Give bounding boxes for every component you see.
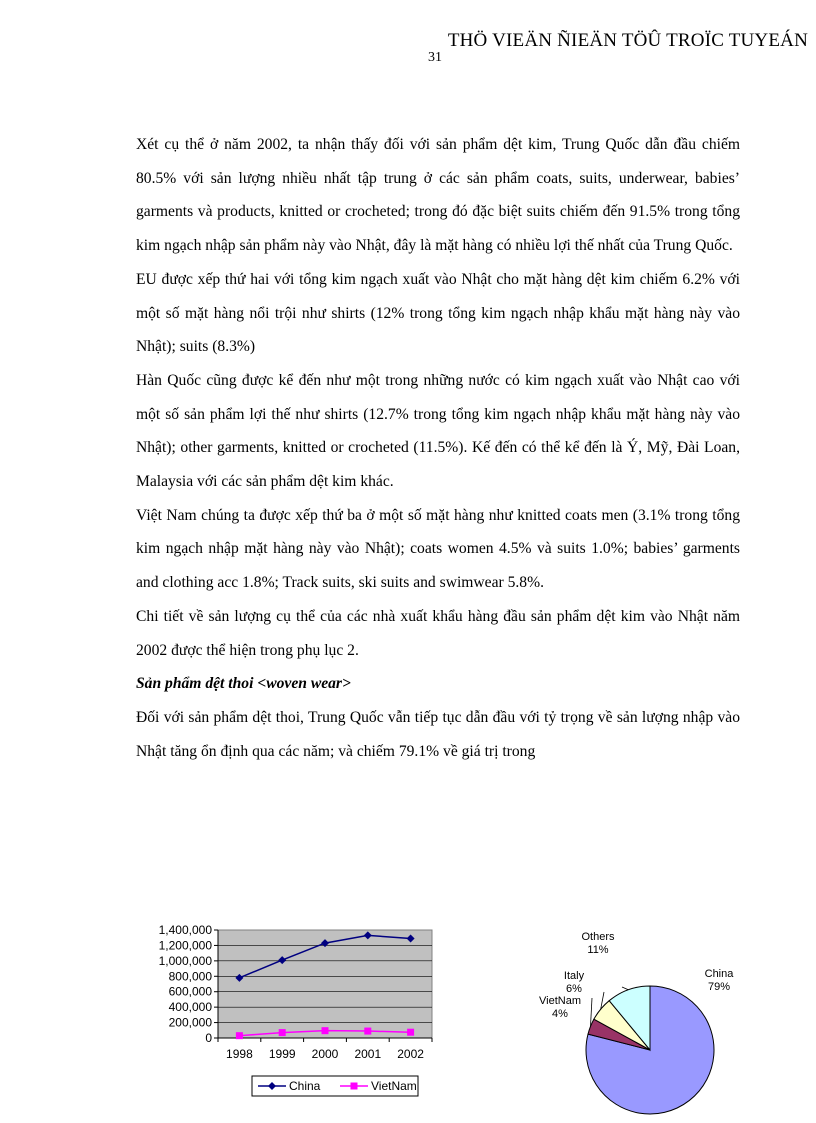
x-tick-label: 2000 (311, 1047, 339, 1061)
pie-pct-vietnam: 4% (552, 1008, 568, 1020)
y-tick-label: 400,000 (168, 1000, 212, 1015)
pie-label-others: Others (581, 931, 615, 943)
pie-leader-vietnam (590, 998, 592, 1026)
y-tick-label: 600,000 (168, 984, 212, 999)
y-tick-label: 1,400,000 (158, 923, 212, 937)
y-tick-label: 1,000,000 (158, 953, 212, 968)
pie-leader-others (622, 987, 628, 990)
running-header: THÖ VIEÄN ÑIEÄN TÖÛ TROÏC TUYEÁN (447, 30, 808, 51)
paragraph-appendix-reference: Chi tiết về sản lượng cụ thể của các nhà xuất khẩu hàng đầu sản phẩm dệt kim vào Nhật năm 2002 được thể hiện trong phụ lục 2. (136, 607, 740, 659)
data-point-vietnam (279, 1029, 286, 1036)
pie-pct-italy: 6% (566, 983, 582, 995)
pie-pct-others: 11% (587, 944, 609, 956)
data-point-vietnam (322, 1027, 329, 1034)
paragraph-eu-knitwear: EU được xếp thứ hai với tổng kim ngạch xuất vào Nhật cho mặt hàng dệt kim chiếm 6.2% với một số mặt hàng nổi trội như shirts (12% trong tổng kim ngạch nhập khẩu mặt hàng này vào Nhật); suits (8.3%) (136, 270, 740, 356)
y-tick-label: 0 (205, 1031, 212, 1045)
y-tick-label: 200,000 (168, 1015, 212, 1030)
paragraph-vietnam-knitwear: Việt Nam chúng ta được xếp thứ ba ở một số mặt hàng như knitted coats men (3.1% trong tổng kim ngạch nhập mặt hàng này vào Nhật); coats women 4.5% và suits 1.0%; babies’ garments and clothing acc 1.8%; Track suits, ski suits and swimwear 5.8%. (136, 506, 740, 592)
pie-label-china: China (704, 968, 734, 980)
body-text (136, 128, 740, 768)
page-number: 31 (428, 50, 442, 65)
legend-label-vietnam: VietNam (371, 1079, 417, 1093)
section-heading-woven-wear: Sản phẩm dệt thoi <woven wear> (136, 675, 351, 693)
data-point-vietnam (364, 1028, 371, 1035)
data-point-vietnam (407, 1029, 414, 1036)
charts-area (0, 900, 816, 1123)
pie-label-italy: Italy (563, 970, 585, 982)
x-tick-label: 2002 (397, 1047, 424, 1061)
paragraph-korea-knitwear: Hàn Quốc cũng được kể đến như một trong những nước có kim ngạch xuất vào Nhật cao với một số sản phẩm lợi thế như shirts (12.7% trong tổng kim ngạch nhập khẩu mặt hàng này vào Nhật); other garments, knitted or crocheted (11.5%). Kế đến có thể kể đến là Ý, Mỹ, Đài Loan, Malaysia với các sản phẩm dệt kim khác. (136, 371, 740, 491)
data-point-vietnam (236, 1032, 243, 1039)
legend-marker-vietnam (351, 1083, 358, 1090)
x-tick-label: 1998 (226, 1047, 253, 1061)
y-tick-label: 800,000 (168, 969, 212, 984)
y-tick-label: 1,200,000 (158, 938, 212, 953)
paragraph-china-knitwear: Xét cụ thể ở năm 2002, ta nhận thấy đối với sản phẩm dệt kim, Trung Quốc dẫn đầu chiếm 80.5% với sản lượng nhiều nhất tập trung ở các sản phẩm coats, suits, underwear, babies’ garments và products, knitted or crocheted; trong đó đặc biệt suits chiếm đến 91.5% trong tổng kim ngạch nhập sản phẩm này vào Nhật, đây là mặt hàng có nhiều lợi thế nhất của Trung Quốc. (136, 136, 740, 255)
x-tick-label: 1999 (268, 1047, 296, 1061)
pie-chart (520, 900, 760, 1123)
legend-label-china: China (289, 1079, 321, 1093)
pie-label-vietnam: VietNam (539, 995, 581, 1007)
pie-pct-china: 79% (707, 981, 731, 993)
paragraph-woven-wear: Đối với sản phẩm dệt thoi, Trung Quốc vẫn tiếp tục dẫn đầu với tỷ trọng về sản lượng nhập vào Nhật tăng ổn định qua các năm; và chiếm 79.1% về giá trị trong (136, 708, 740, 760)
x-tick-label: 2001 (354, 1047, 382, 1061)
